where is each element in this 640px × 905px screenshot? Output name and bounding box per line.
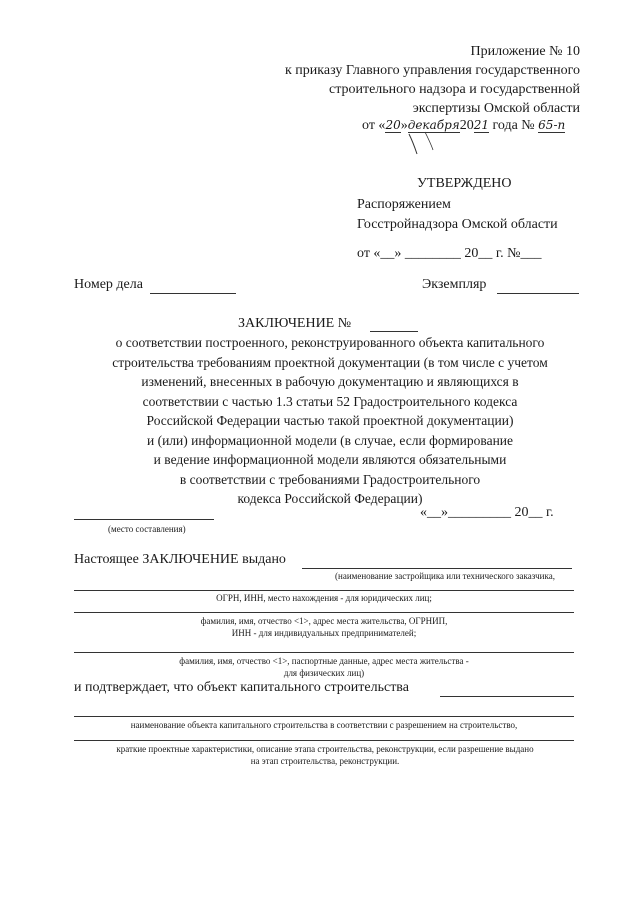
confirms-label: и подтверждает, что объект капитального строительства: [74, 680, 409, 695]
conclusion-title: ЗАКЛЮЧЕНИЕ №: [238, 316, 352, 331]
confirms-caption-2b: на этап строительства, реконструкции.: [250, 756, 400, 766]
handwritten-year: 21: [473, 118, 489, 132]
handwritten-month: декабря: [407, 118, 460, 132]
case-number-blank: [150, 293, 236, 294]
conclusion-line: соответствии с частью 1.3 статьи 52 Градостроительного кодекса: [142, 393, 518, 409]
conclusion-line: в соответствии с требованиями Градостроительного: [179, 471, 481, 487]
confirms-blank-3: [74, 740, 574, 741]
approved-by-line1: Распоряжением: [357, 197, 451, 212]
case-number-label: Номер дела: [74, 277, 143, 292]
appendix-order-line3: экспертизы Омской области: [412, 101, 580, 116]
place-blank: [74, 519, 214, 520]
issued-caption-1: (наименование застройщика или технического заказчика,: [335, 571, 555, 581]
confirms-blank-2: [74, 716, 574, 717]
confirms-caption-1: наименование объекта капитального строительства в соответствии с разрешением на строительство,: [130, 720, 518, 730]
confirms-blank-1: [440, 696, 574, 697]
conclusion-number-blank: [370, 331, 418, 332]
conclusion-line: кодекса Российской Федерации): [237, 491, 423, 506]
handwritten-day: 20: [385, 118, 401, 132]
issued-caption-4a: фамилия, имя, отчество <1>, паспортные данные, адрес места жительства -: [179, 656, 469, 666]
conclusion-line: Российской Федерации частью такой проектной документации): [146, 413, 514, 428]
issued-blank-1: [302, 568, 572, 569]
issued-blank-2: [74, 590, 574, 591]
copy-blank: [497, 293, 579, 294]
issued-blank-3: [74, 612, 574, 613]
approved-date-line: от «__» ________ 20__ г. №___: [357, 246, 542, 261]
copy-label: Экземпляр: [422, 277, 487, 292]
approved-title: УТВЕРЖДЕНО: [417, 176, 512, 191]
issued-caption-3b: ИНН - для индивидуальных предпринимателей;: [231, 628, 417, 638]
approved-by-line2: Госстройнадзора Омской области: [357, 217, 558, 232]
issued-caption-4b: для физических лиц): [283, 668, 365, 678]
place-date-line: «__»_________ 20__ г.: [420, 505, 554, 520]
appendix-order-line2: строительного надзора и государственной: [328, 82, 580, 97]
conclusion-line: строительства требованиям проектной документации (в том числе с учетом: [112, 354, 548, 370]
handwritten-order-number: 65-п: [538, 118, 566, 132]
signature-flourish-icon: [405, 130, 445, 156]
issued-label: Настоящее ЗАКЛЮЧЕНИЕ выдано: [74, 552, 286, 567]
conclusion-line: и (или) информационной модели (в случае, если формирование: [146, 432, 514, 448]
place-caption: (место составления): [108, 524, 186, 534]
issued-caption-3a: фамилия, имя, отчество <1>, адрес места жительства, ОГРНИП,: [200, 616, 448, 626]
conclusion-line: изменений, внесенных в рабочую документацию и являющихся в: [141, 374, 519, 389]
confirms-caption-2a: краткие проектные характеристики, описание этапа строительства, реконструкции, если разрешение выдано: [116, 744, 534, 754]
conclusion-line: о соответствии построенного, реконструированного объекта капитального: [115, 335, 545, 350]
appendix-order-line1: к приказу Главного управления государственного: [285, 63, 580, 78]
conclusion-description: [60, 333, 600, 509]
conclusion-line: и ведение информационной модели являются обязательными: [153, 452, 507, 467]
appendix-date-line: от «20»декабря2021 года № 65-п: [362, 118, 566, 133]
issued-blank-4: [74, 652, 574, 653]
issued-caption-2: ОГРН, ИНН, место нахождения - для юридических лиц;: [216, 593, 432, 603]
appendix-number: Приложение № 10: [470, 44, 580, 59]
